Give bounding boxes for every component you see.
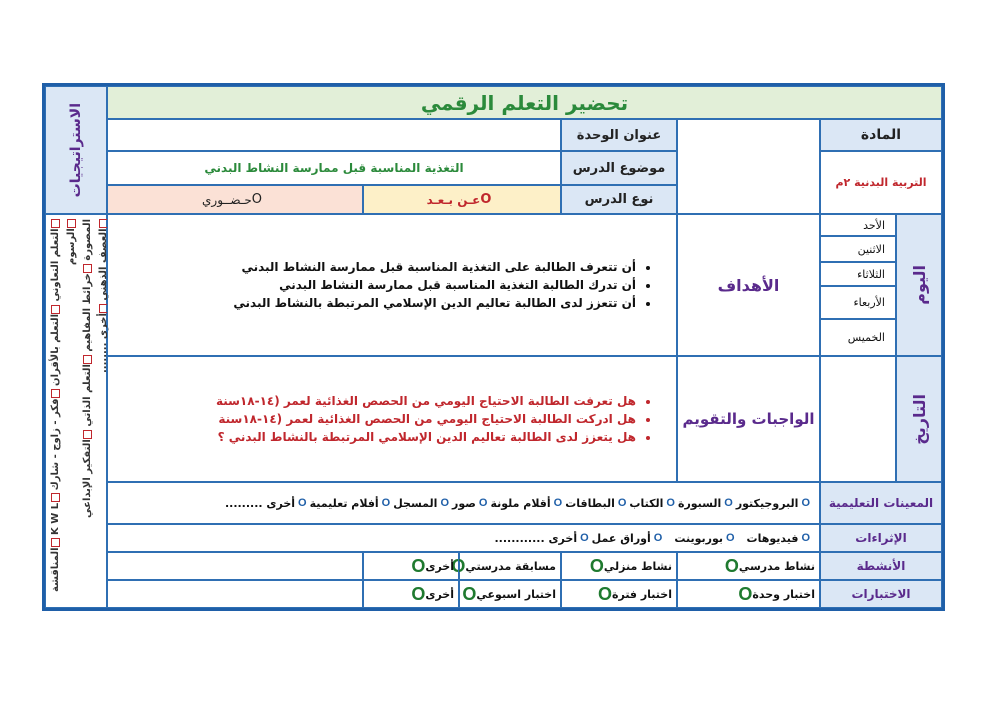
test-option-3[interactable] <box>459 580 561 608</box>
assessment-content <box>107 356 677 482</box>
option-circle[interactable]: O <box>666 497 675 509</box>
option-circle[interactable]: O <box>617 497 627 509</box>
activity-option-1[interactable] <box>677 552 820 580</box>
inperson-circle[interactable]: O <box>251 192 262 207</box>
option-circle[interactable]: O <box>411 583 426 604</box>
enrichment-label <box>820 524 942 552</box>
option-circle[interactable]: O <box>801 497 810 509</box>
inperson-label: حـضــوري <box>202 192 252 207</box>
activity-item: نشاط مدرسي <box>738 559 815 573</box>
teaching-aids-options <box>107 482 820 524</box>
title-bar <box>107 86 942 119</box>
activity-item: مسابقة مدرستي <box>465 559 556 573</box>
aid-item: أخرى ......... <box>224 496 296 510</box>
strategy-item: خرائط المفاهيم <box>82 273 93 352</box>
option-circle[interactable]: O <box>553 497 563 509</box>
strategy-item: العصف الذهني <box>98 228 109 301</box>
lesson-type-label: نوع الدرس <box>561 185 677 214</box>
tests-spacer <box>107 580 363 608</box>
strategy-item: التعلم التعاوني <box>50 228 61 302</box>
aid-item: أقلام ملونة <box>490 496 551 510</box>
day-sunday[interactable]: الأحد <box>820 214 896 236</box>
objective-item: • أن تتعرف الطالبة على التغذية المناسبة قبل ممارسة النشاط البدني <box>233 258 636 276</box>
unit-title-value[interactable] <box>107 119 561 151</box>
activity-item: أخرى <box>425 559 454 573</box>
assessment-item: • هل تعرفت الطالبة الاحتياج اليومي من الحصص الغذائية لعمر (١٤-١٨سنة <box>216 392 636 410</box>
option-circle[interactable]: O <box>801 532 810 544</box>
enrichment-options <box>107 524 820 552</box>
strategy-item: التعلم الذاتي <box>82 364 93 427</box>
day-monday[interactable]: الاثنين <box>820 236 896 262</box>
activity-option-3[interactable] <box>451 552 561 580</box>
teaching-aids-label <box>820 482 942 524</box>
enrichment-item: فيديوهات <box>746 531 799 545</box>
aid-item: المسجل <box>393 496 438 510</box>
strategy-item: التفكير الإبداعي <box>82 439 93 519</box>
objective-item: • أن تدرك الطالبة التغذية المناسبة قبل ممارسة النشاط البدني <box>233 276 636 294</box>
test-option-1[interactable] <box>677 580 820 608</box>
enrichment-item: أوراق عمل <box>591 531 651 545</box>
page-title: تحضير التعلم الرقمي <box>420 90 629 115</box>
day-thursday[interactable]: الخميس <box>820 319 896 356</box>
teaching-aids-label-text: المعينات التعليمية <box>828 496 934 510</box>
strategy-item: فكر - زاوج - شارك <box>50 398 61 490</box>
remote-circle[interactable]: O <box>480 192 492 207</box>
day-label: اليوم <box>909 265 929 305</box>
lesson-topic-value: التغذية المناسبة قبل ممارسة النشاط البدني <box>107 151 561 185</box>
day-tuesday[interactable]: الثلاثاء <box>820 262 896 286</box>
date-label: التاريخ <box>909 393 929 445</box>
strategies-label: الاستراتيجيات <box>68 102 84 198</box>
strategy-item: المصورة <box>82 219 93 261</box>
lesson-plan-frame <box>42 83 945 611</box>
assessment-label: الواجبات والتقويم <box>677 356 820 482</box>
strategy-item: الرسوم <box>66 228 77 265</box>
assessment-item: • هل يتعزز لدى الطالبة تعاليم الدين الإسلامي المرتبطة بالنشاط البدني ؟ <box>216 428 636 446</box>
test-item: اختبار وحدة <box>752 587 815 601</box>
enrichment-item: أخرى ............ <box>494 531 578 545</box>
option-circle[interactable]: O <box>597 583 612 604</box>
option-circle[interactable]: O <box>411 555 426 576</box>
assessment-list <box>216 392 676 446</box>
aid-item: أفلام تعليمية <box>309 496 379 510</box>
option-circle[interactable]: O <box>738 583 753 604</box>
activities-spacer <box>107 552 363 580</box>
aid-item: السبورة <box>677 496 722 510</box>
strategy-column-2 <box>80 219 96 603</box>
activity-item: نشاط منزلي <box>603 559 672 573</box>
lesson-type-remote-option[interactable] <box>363 185 561 214</box>
strategy-column-1 <box>48 219 80 603</box>
enrichment-item: بوربوينت <box>674 531 723 545</box>
date-header <box>896 356 942 482</box>
tests-label <box>820 580 942 608</box>
header-spacer <box>677 119 820 214</box>
strategy-item: أخرى ........ <box>98 312 109 373</box>
lesson-topic-label: موضوع الدرس <box>561 151 677 185</box>
aid-item: الكتاب <box>629 496 664 510</box>
day-wednesday[interactable]: الأربعاء <box>820 286 896 319</box>
subject-label: المادة <box>820 119 942 151</box>
activities-label <box>820 552 942 580</box>
day-header <box>896 214 942 356</box>
option-circle[interactable]: O <box>440 497 450 509</box>
objectives-label: الأهداف <box>677 214 820 356</box>
subject-value: التربية البدنية ٢م <box>820 151 942 214</box>
option-circle[interactable]: O <box>589 555 604 576</box>
option-circle[interactable]: O <box>298 497 307 509</box>
option-circle[interactable]: O <box>724 497 733 509</box>
enrichment-label-text: الإثراءات <box>855 531 907 545</box>
test-item: اختبار فترة <box>611 587 672 601</box>
remote-label: عـن بـعـد <box>426 192 481 207</box>
lesson-type-inperson-option[interactable] <box>107 185 363 214</box>
aid-item: البروجيكتور <box>735 496 799 510</box>
option-circle[interactable]: O <box>478 497 488 509</box>
unit-title-label: عنوان الوحدة <box>561 119 677 151</box>
option-circle[interactable]: O <box>462 583 477 604</box>
date-value[interactable] <box>820 356 896 482</box>
activity-option-4[interactable] <box>363 552 459 580</box>
test-option-4[interactable] <box>363 580 459 608</box>
objectives-content <box>107 214 677 356</box>
option-circle[interactable]: O <box>580 532 589 544</box>
option-circle[interactable]: O <box>725 532 735 544</box>
objective-item: • أن تتعزز لدى الطالبة تعاليم الدين الإسلامي المرتبطة بالنشاط البدني <box>233 294 636 312</box>
activities-label-text: الأنشطة <box>856 559 906 573</box>
test-option-2[interactable] <box>561 580 677 608</box>
strategy-item: التعلم بالأقران <box>50 313 61 386</box>
assessment-item: • هل ادركت الطالبة الاحتياج اليومي من الحصص الغذائية لعمر (١٤-١٨سنة <box>216 410 636 428</box>
option-circle[interactable]: O <box>653 532 663 544</box>
strategy-item: K W L <box>50 502 61 535</box>
strategies-header <box>45 86 107 214</box>
test-item: اختبار اسبوعي <box>476 587 556 601</box>
aid-item: البطاقات <box>565 496 615 510</box>
option-circle[interactable]: O <box>451 555 466 576</box>
aid-item: صور <box>452 496 476 510</box>
strategy-item: المناقشة <box>50 547 61 592</box>
option-circle[interactable]: O <box>381 497 391 509</box>
test-item: أخرى <box>425 587 454 601</box>
tests-label-text: الاختبارات <box>851 587 911 601</box>
objectives-list <box>233 258 676 312</box>
strategies-list <box>45 214 107 608</box>
option-circle[interactable]: O <box>724 555 739 576</box>
activity-option-2[interactable] <box>561 552 677 580</box>
